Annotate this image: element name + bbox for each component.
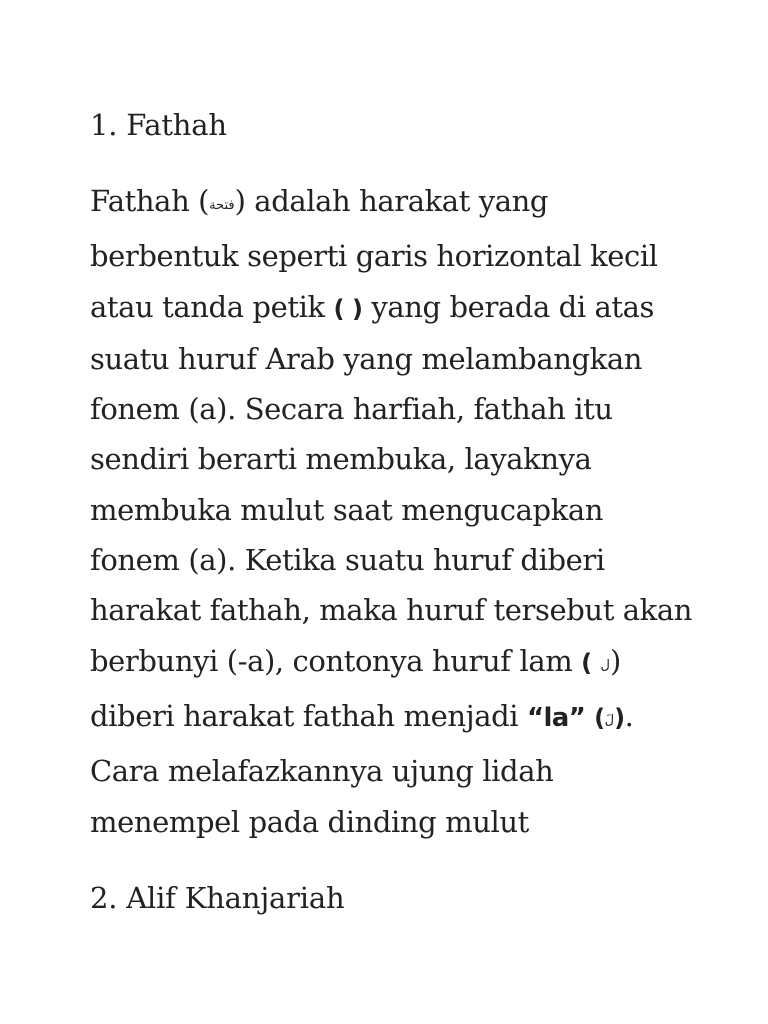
- arabic-word-fathah: فتحة: [209, 198, 235, 213]
- la-example: “la”: [527, 702, 586, 733]
- paragraph-text: ) diberi harakat fathah menjadi: [90, 643, 621, 733]
- paragraph-text: yang berada di atas suatu huruf Arab yang melambangkan fonem (a). Secara harfiah, fathah itu sendiri berarti membuka, layaknya membuka mulut saat mengucapkan fonem (a). Ketika suatu huruf diberi harakat fathah, maka huruf tersebut akan berbunyi (-a), contonya huruf lam: [90, 289, 692, 678]
- close-paren-bold: ): [614, 703, 625, 732]
- petik-symbol: ( ): [333, 294, 363, 323]
- arabic-la: لَ: [604, 712, 615, 728]
- paragraph-text: . Cara melafazkannya ujung lidah menempel pada dinding mulut: [90, 698, 634, 839]
- open-paren-bold: (: [581, 648, 592, 677]
- fathah-paragraph: [90, 176, 700, 847]
- arabic-letter-lam: ل: [600, 657, 610, 673]
- open-paren-bold-2: (: [594, 703, 605, 732]
- section-heading-fathah: 1. Fathah: [90, 108, 227, 142]
- document-page: [90, 104, 700, 919]
- spacer: [585, 699, 594, 733]
- section-heading-alif-khanjariah: 2. Alif Khanjariah: [90, 880, 345, 915]
- paragraph-text: Fathah (: [90, 184, 210, 218]
- paragraph-text: ) adalah harakat yang berbentuk seperti garis horizontal kecil atau tanda petik: [90, 184, 658, 324]
